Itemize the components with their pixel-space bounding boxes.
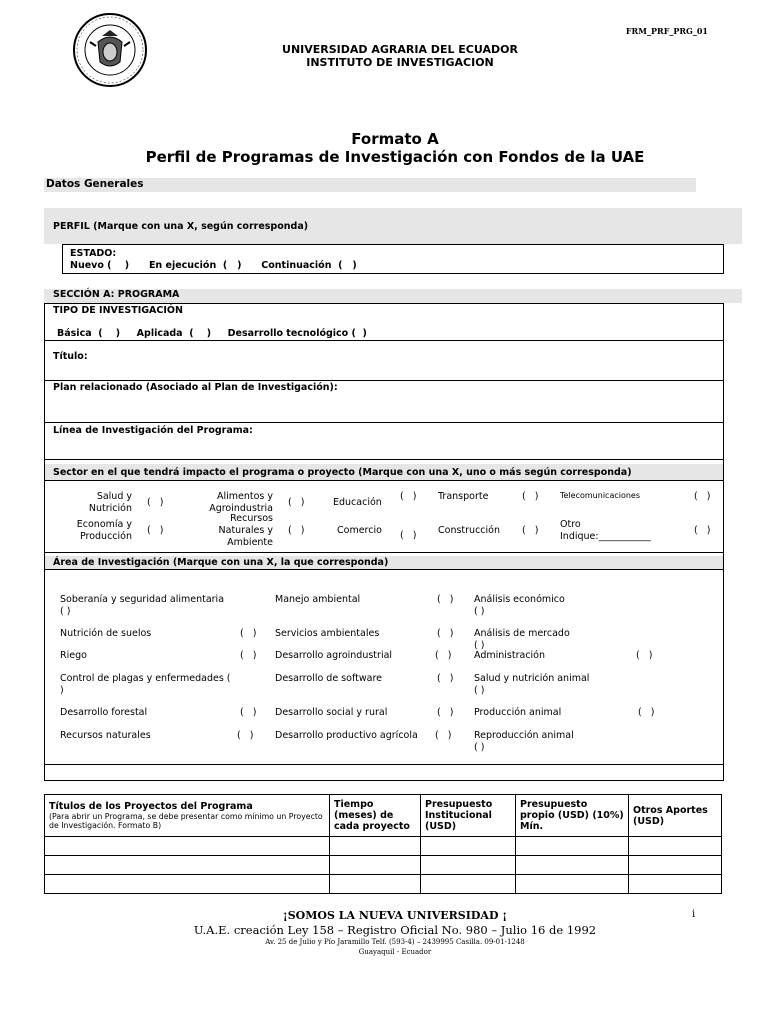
datos-generales-label: Datos Generales <box>46 178 144 190</box>
footer-city: Guayaquil - Ecuador <box>358 948 432 956</box>
table-row <box>45 837 722 856</box>
sector-telecom-label: Telecomunicaciones <box>560 491 641 500</box>
divider <box>44 764 724 765</box>
header-title: Presupuesto Institucional (USD) <box>425 799 493 832</box>
sector-alimentos-checkbox[interactable]: ( ) <box>288 497 305 508</box>
page-number: i <box>692 909 696 920</box>
university-name: UNIVERSIDAD AGRARIA DEL ECUADOR <box>282 43 518 56</box>
area-item[interactable]: Desarrollo agroindustrial <box>275 650 393 661</box>
sector-comercio-checkbox[interactable]: ( ) <box>400 530 417 541</box>
footer-law: U.A.E. creación Ley 158 – Registro Oficial No. 980 – Julio 16 de 1992 <box>193 923 597 937</box>
area-item[interactable]: Desarrollo de software <box>275 673 382 684</box>
plan-relacionado-field[interactable]: Plan relacionado (Asociado al Plan de Investigación): <box>53 382 338 393</box>
header-cell <box>516 795 629 837</box>
area-item[interactable]: Desarrollo productivo agrícola <box>275 730 418 741</box>
divider <box>44 340 724 341</box>
table-header-row <box>45 795 722 837</box>
area-checkbox[interactable]: ( ) <box>240 628 257 639</box>
area-item[interactable]: Desarrollo social y rural <box>275 707 388 718</box>
table-cell[interactable] <box>421 837 516 856</box>
sector-transporte-checkbox[interactable]: ( ) <box>522 491 539 502</box>
sector-educacion-label: Educación <box>333 497 382 508</box>
table-cell[interactable] <box>629 856 722 875</box>
sector-construccion-label: Construcción <box>438 525 500 536</box>
divider <box>44 569 724 570</box>
sector-educacion-checkbox[interactable]: ( ) <box>400 491 417 502</box>
table-cell[interactable] <box>45 875 330 894</box>
table-cell[interactable] <box>330 856 421 875</box>
area-item[interactable]: Producción animal <box>474 707 562 718</box>
linea-investigacion-field[interactable]: Línea de Investigación del Programa: <box>53 425 253 436</box>
seccion-a-heading: SECCIÓN A: PROGRAMA <box>53 289 180 300</box>
divider <box>44 422 724 423</box>
sector-otro-checkbox[interactable]: ( ) <box>694 525 711 536</box>
sector-otro-label[interactable]: Otro Indique:___________ <box>560 519 651 542</box>
area-item[interactable]: Riego <box>60 650 87 661</box>
area-item[interactable]: Recursos naturales <box>60 730 151 741</box>
sector-transporte-label: Transporte <box>438 491 489 502</box>
area-checkbox[interactable]: ( ) <box>437 707 454 718</box>
sector-telecom-checkbox[interactable]: ( ) <box>694 491 711 502</box>
area-checkbox[interactable]: ( ) <box>437 673 454 684</box>
sector-economia-checkbox[interactable]: ( ) <box>147 525 164 536</box>
sector-recursos-checkbox[interactable]: ( ) <box>288 525 305 536</box>
area-checkbox[interactable]: ( ) <box>636 650 653 661</box>
area-item[interactable]: Reproducción animal ( ) <box>474 730 574 753</box>
sector-comercio-label: Comercio <box>337 525 382 536</box>
sector-heading: Sector en el que tendrá impacto el programa o proyecto (Marque con una X, uno o más según corresponda) <box>53 467 632 478</box>
divider <box>44 459 724 460</box>
header-note: (Para abrir un Programa, se debe presentar como mínimo un Proyecto de Investigación. Formato B) <box>49 812 323 830</box>
form-code: FRM_PRF_PRG_01 <box>625 26 708 36</box>
titulo-field[interactable]: Título: <box>53 351 88 362</box>
tipo-investigacion-options[interactable]: Básica ( ) Aplicada ( ) Desarrollo tecnológico ( ) <box>57 328 367 339</box>
area-checkbox[interactable]: ( ) <box>240 650 257 661</box>
area-item[interactable]: Manejo ambiental <box>275 594 361 605</box>
estado-label: ESTADO: <box>70 248 117 259</box>
table-cell[interactable] <box>516 875 629 894</box>
header-title: Tiempo (meses) de cada proyecto <box>334 799 410 832</box>
divider <box>44 380 724 381</box>
area-item[interactable]: Soberanía y seguridad alimentaria ( ) <box>60 594 225 617</box>
table-row <box>45 856 722 875</box>
area-checkbox[interactable]: ( ) <box>638 707 655 718</box>
table-cell[interactable] <box>629 875 722 894</box>
tipo-investigacion-label: TIPO DE INVESTIGACIÓN <box>53 305 183 316</box>
area-item[interactable]: Salud y nutrición animal ( ) <box>474 673 590 696</box>
sector-economia-label: Economía y Producción <box>76 519 132 542</box>
area-checkbox[interactable]: ( ) <box>437 594 454 605</box>
area-item[interactable]: Análisis de mercado ( ) <box>474 628 570 651</box>
header-title: Títulos de los Proyectos del Programa <box>49 801 253 812</box>
table-cell[interactable] <box>330 875 421 894</box>
header-title: Presupuesto propio (USD) (10%) Mín. <box>520 799 624 832</box>
sector-recursos-label: Recursos Naturales y Ambiente <box>218 513 273 548</box>
sector-alimentos-label: Alimentos y Agroindustria <box>209 491 273 514</box>
header-cell <box>330 795 421 837</box>
area-heading: Área de Investigación (Marque con una X, la que corresponda) <box>53 557 389 568</box>
area-item[interactable]: Control de plagas y enfermedades ( ) <box>60 673 231 696</box>
area-item[interactable]: Administración <box>474 650 546 661</box>
table-row <box>45 875 722 894</box>
form-title: Formato A <box>351 130 439 148</box>
divider <box>44 552 724 553</box>
projects-table <box>44 794 722 894</box>
sector-construccion-checkbox[interactable]: ( ) <box>522 525 539 536</box>
area-item[interactable]: Análisis económico ( ) <box>474 594 565 617</box>
footer-address: Av. 25 de Julio y Pío Jaramillo Telf. (593-4) – 2439995 Casilla. 09-01-1248 <box>265 938 525 946</box>
table-cell[interactable] <box>516 837 629 856</box>
perfil-heading: PERFIL (Marque con una X, según corresponda) <box>53 221 309 232</box>
area-checkbox[interactable]: ( ) <box>240 707 257 718</box>
header-title: Otros Aportes (USD) <box>633 804 708 827</box>
area-item[interactable]: Servicios ambientales <box>275 628 380 639</box>
area-checkbox[interactable]: ( ) <box>437 628 454 639</box>
institute-name: INSTITUTO DE INVESTIGACION <box>306 56 494 69</box>
table-cell[interactable] <box>516 856 629 875</box>
table-cell[interactable] <box>45 856 330 875</box>
footer-slogan: ¡SOMOS LA NUEVA UNIVERSIDAD ¡ <box>282 909 508 922</box>
header-cell <box>421 795 516 837</box>
sector-salud-checkbox[interactable]: ( ) <box>147 497 164 508</box>
header-cell <box>45 795 330 837</box>
table-cell[interactable] <box>45 837 330 856</box>
area-item[interactable]: Desarrollo forestal <box>60 707 148 718</box>
header-cell <box>629 795 722 837</box>
area-checkbox[interactable]: ( ) <box>435 650 452 661</box>
table-cell[interactable] <box>421 856 516 875</box>
divider <box>44 480 724 481</box>
sector-salud-label: Salud y Nutrición <box>88 491 132 514</box>
table-cell[interactable] <box>421 875 516 894</box>
area-item[interactable]: Nutrición de suelos <box>60 628 152 639</box>
table-cell[interactable] <box>330 837 421 856</box>
estado-options[interactable]: Nuevo ( ) En ejecución ( ) Continuación ( ) <box>70 260 357 271</box>
area-checkbox[interactable]: ( ) <box>435 730 452 741</box>
table-cell[interactable] <box>629 837 722 856</box>
form-subtitle: Perfil de Programas de Investigación con Fondos de la UAE <box>145 148 645 166</box>
area-checkbox[interactable]: ( ) <box>237 730 254 741</box>
